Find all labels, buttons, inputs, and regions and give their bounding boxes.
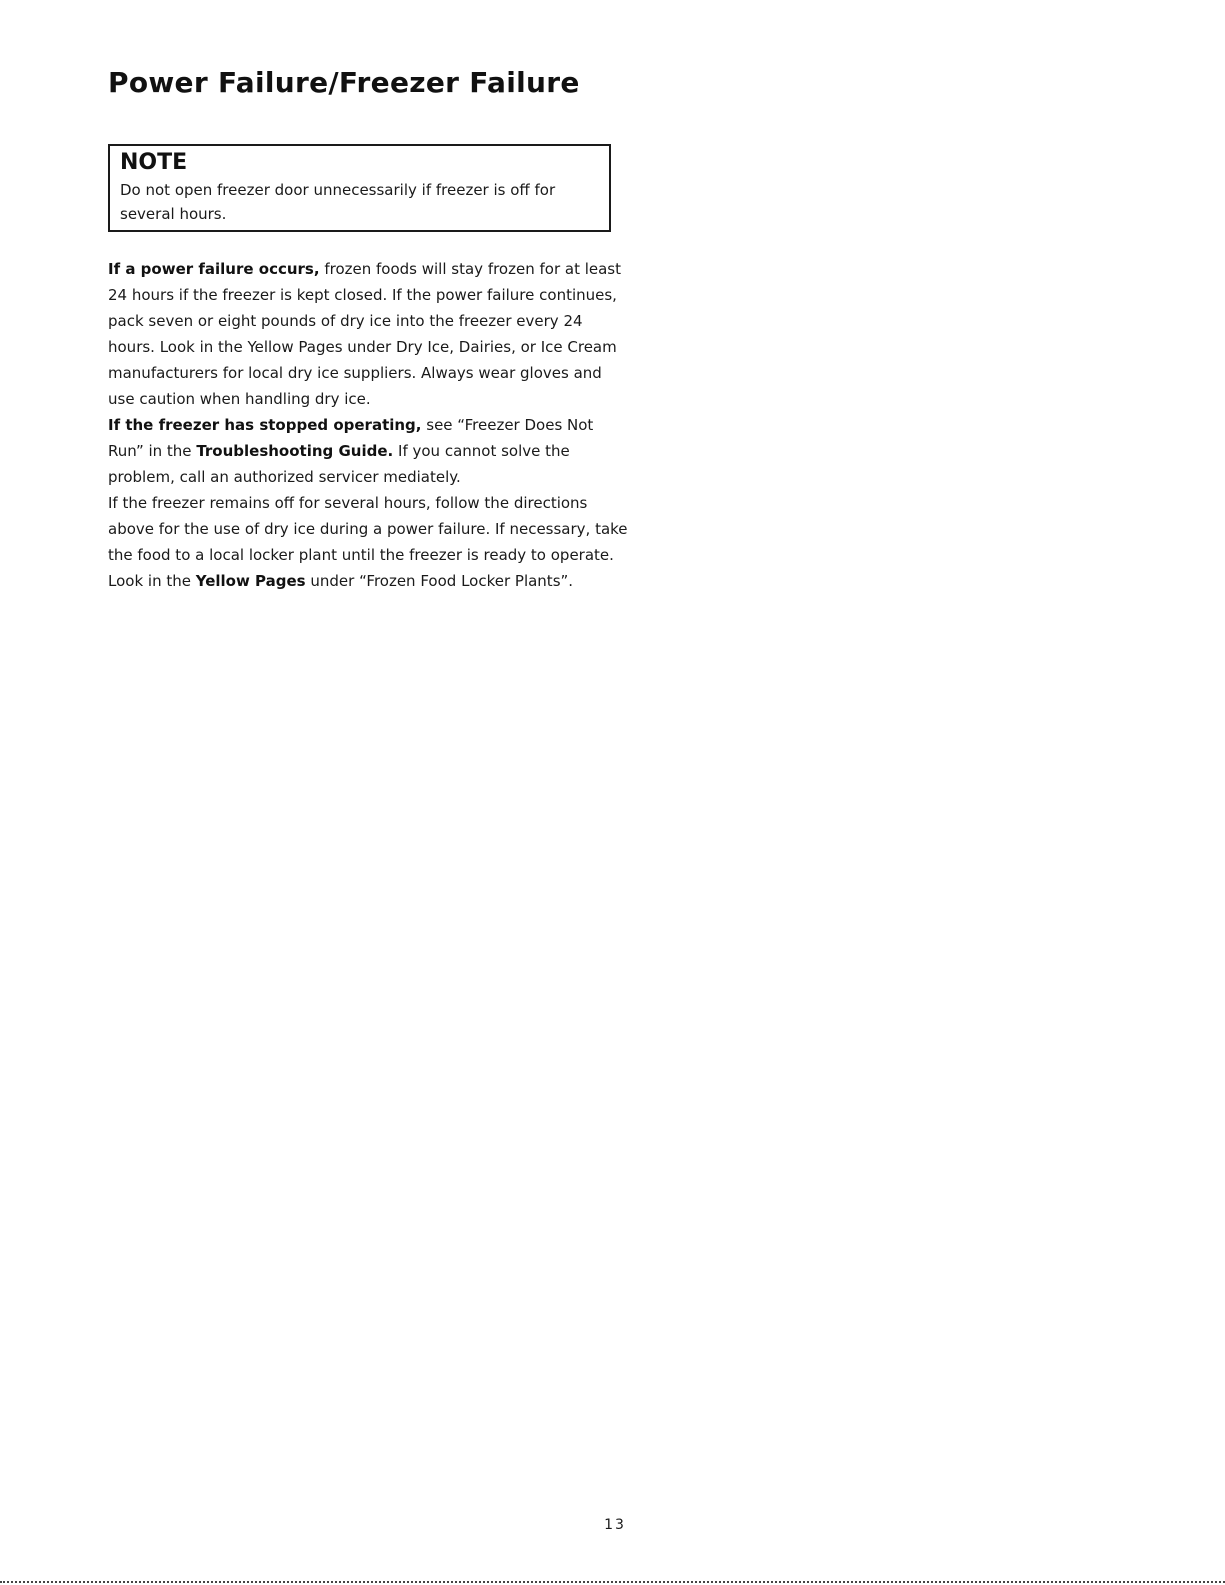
yellow-pages-reference: Yellow Pages — [195, 572, 306, 590]
bottom-divider — [0, 1581, 1225, 1583]
paragraph-text: see “Freezer Does Not Run” in the — [108, 416, 594, 460]
note-text: Do not open freezer door unnecessarily if freezer is off for several hours. — [120, 181, 556, 223]
paragraph-text: frozen foods will stay frozen for at least 24 hours if the freezer is kept closed. If the power failure continues, pack seven or eight pounds of dry ice into the freezer every 24 hours. Look in the Yellow Pages under Dry Ice, Dairies, or Ice Cream manufacturers for local dry ice suppliers. Always wear gloves and use caution when handling dry ice. — [108, 260, 622, 408]
page-title: Power Failure/Freezer Failure — [108, 66, 580, 99]
paragraph-lead: If the freezer has stopped operating, — [108, 416, 422, 434]
paragraph-freezer-off — [108, 490, 628, 594]
paragraph-freezer-stopped — [108, 412, 628, 490]
note-box — [108, 144, 611, 232]
troubleshooting-guide-reference: Troubleshooting Guide. — [196, 442, 394, 460]
paragraph-text: under “Frozen Food Locker Plants”. — [305, 572, 574, 590]
paragraph-power-failure — [108, 256, 628, 412]
paragraph-lead: If a power failure occurs, — [108, 260, 320, 278]
paragraph-text: If the freezer remains off for several hours, follow the directions above for the use of dry ice during a power failure. If necessary, take the food to a local locker plant until the freezer is ready to operate. Look in the — [108, 494, 628, 590]
page-number: 13 — [604, 1517, 626, 1533]
paragraph-text: If you cannot solve the problem, call an authorized servicer mediately. — [108, 442, 570, 486]
note-heading: NOTE — [120, 150, 188, 175]
body-text — [108, 256, 628, 594]
